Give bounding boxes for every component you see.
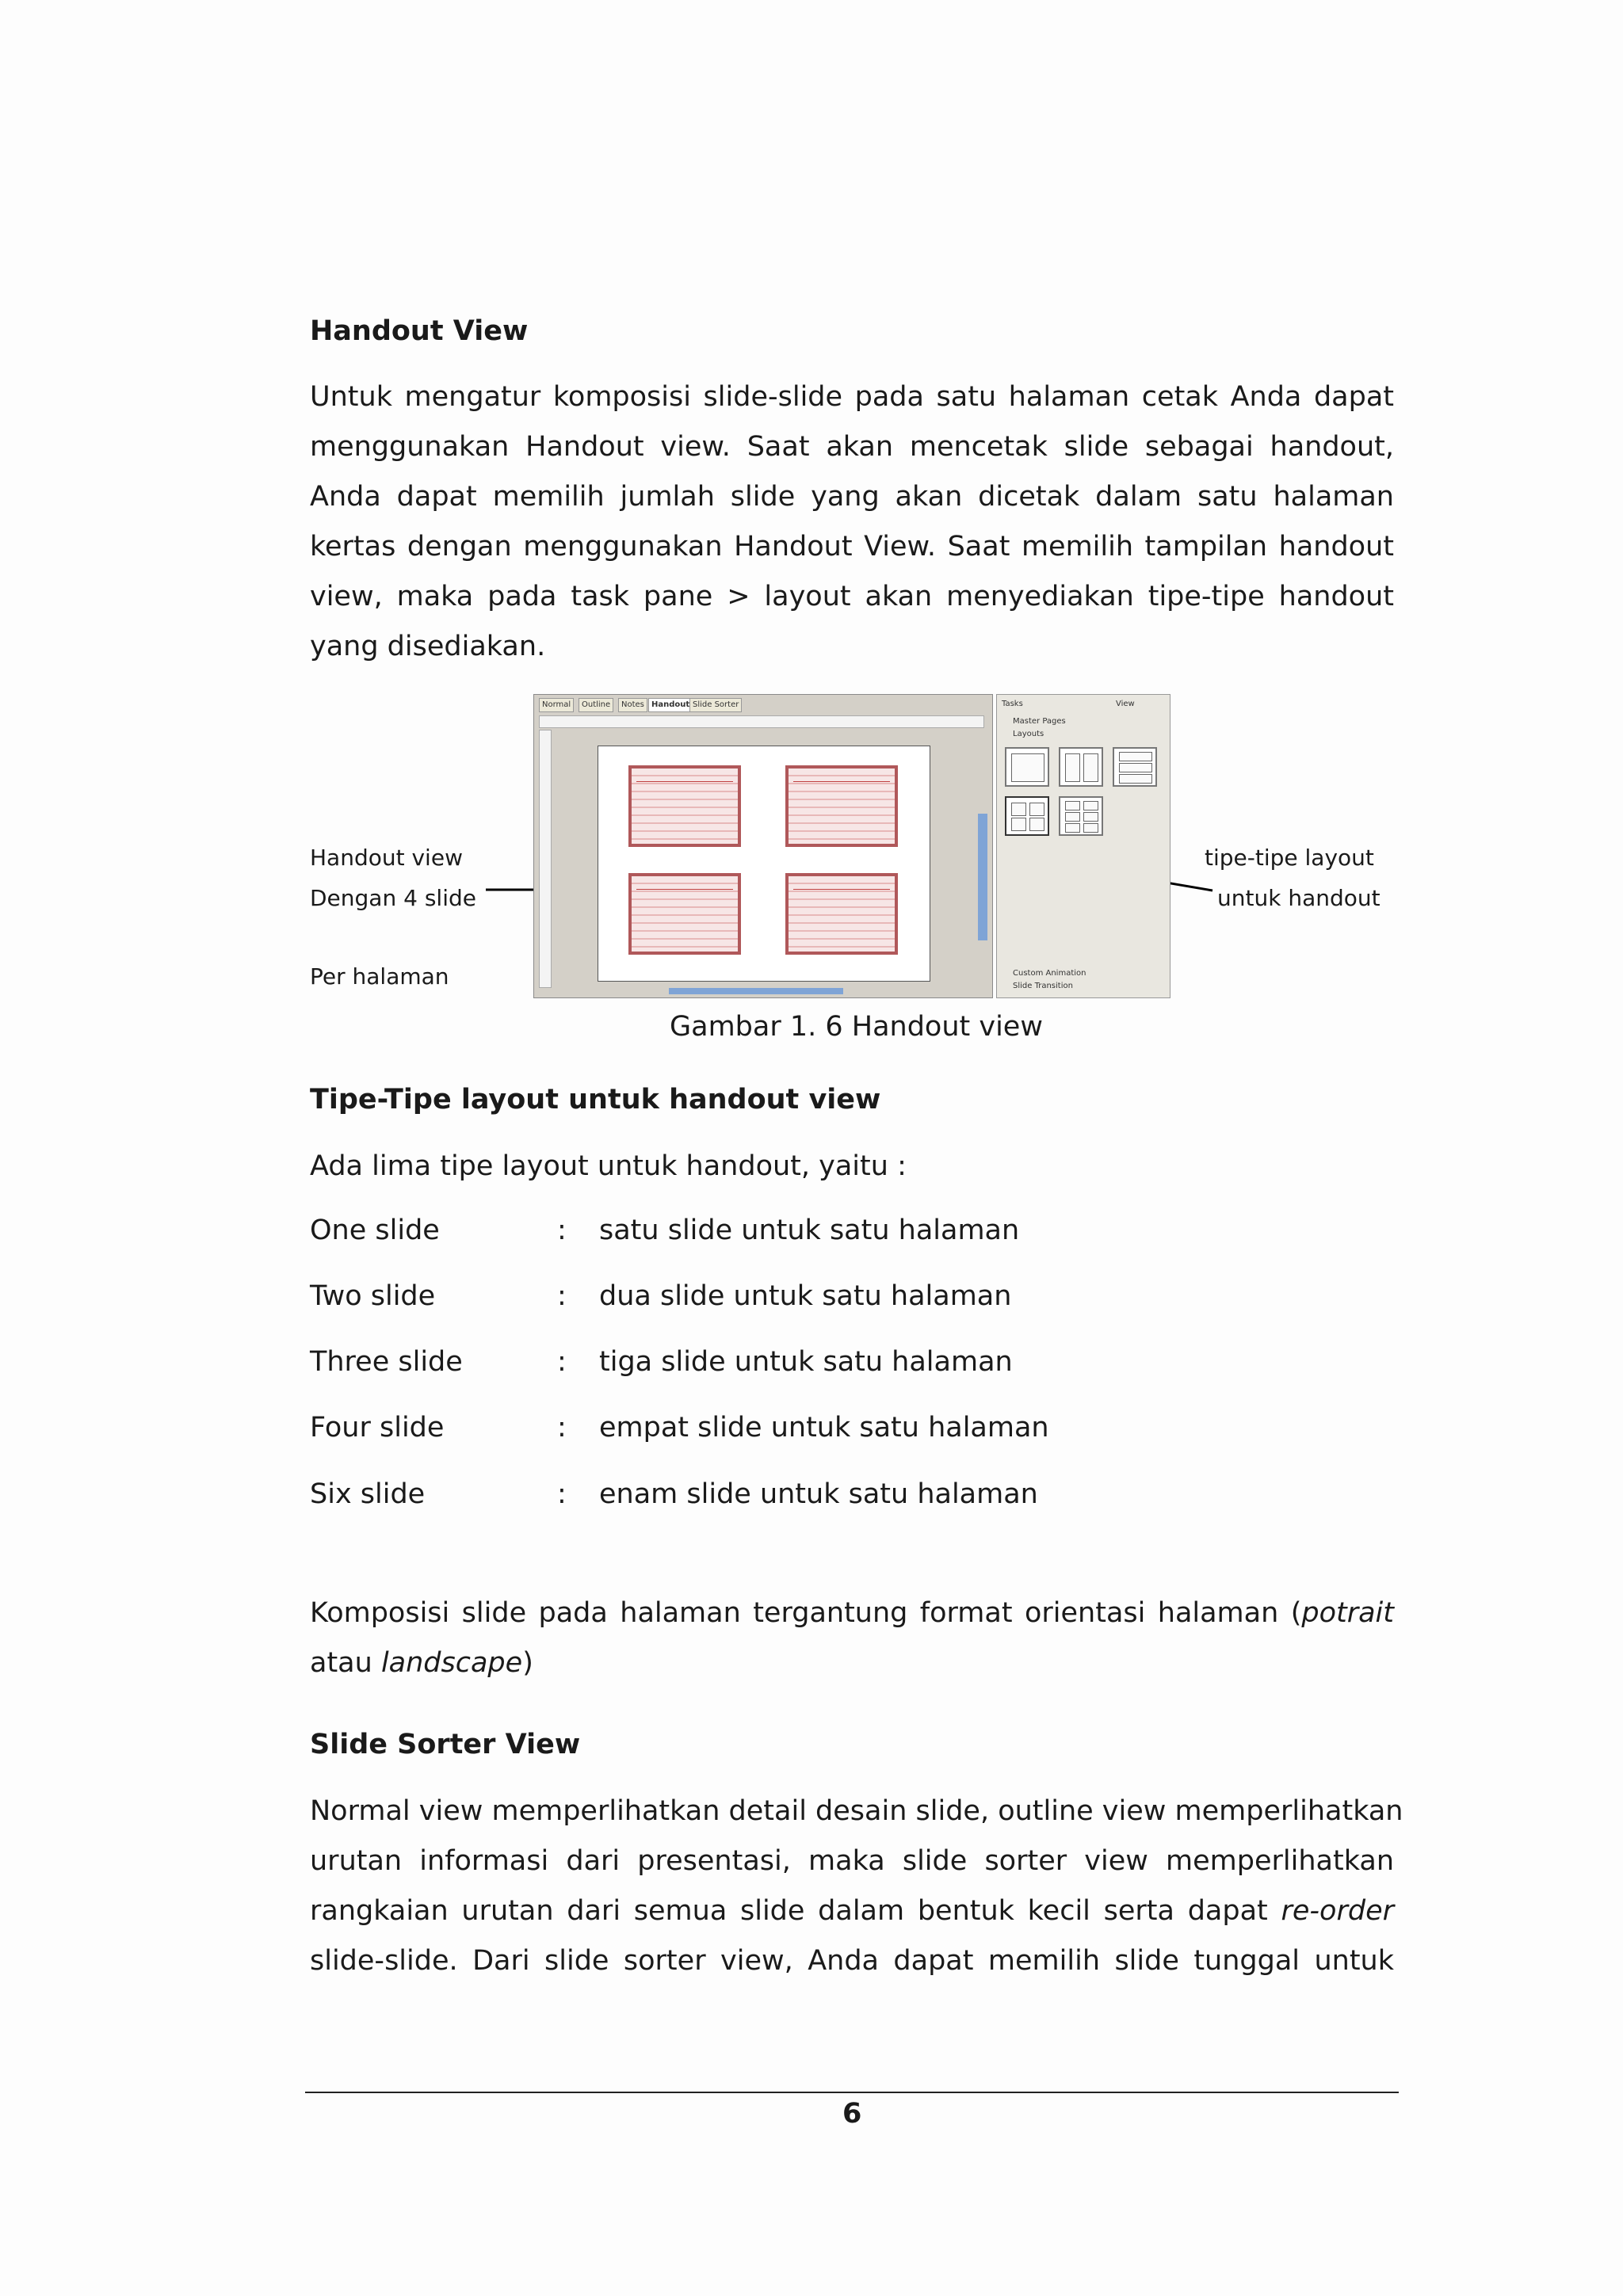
- task-pane: [996, 694, 1170, 998]
- handout-slide-thumbnail: [785, 873, 898, 955]
- layout-type-colon: :: [557, 1346, 567, 1378]
- paragraph-line: Anda dapat memilih jumlah slide yang akan dicetak dalam satu halaman: [310, 481, 1394, 513]
- paragraph-line: Untuk mengatur komposisi slide-slide pada satu halaman cetak Anda dapat: [310, 381, 1394, 413]
- paragraph-line: urutan informasi dari presentasi, maka slide sorter view memperlihatkan: [310, 1845, 1394, 1877]
- task-pane-title: Tasks: [1002, 700, 1023, 708]
- layout-type-desc: empat slide untuk satu halaman: [599, 1412, 1049, 1444]
- figure-label-right: untuk handout: [1217, 885, 1381, 911]
- layout-type-desc: enam slide untuk satu halaman: [599, 1478, 1038, 1510]
- layout-type-colon: :: [557, 1215, 567, 1246]
- layout-type-name: Three slide: [310, 1346, 463, 1378]
- tab-notes[interactable]: Notes: [618, 698, 647, 712]
- heading-layout-types: Tipe-Tipe layout untuk handout view: [310, 1084, 881, 1116]
- task-section-slide-transition[interactable]: Slide Transition: [1013, 982, 1073, 990]
- layout-one-slide[interactable]: [1005, 747, 1049, 787]
- orientation-note-line: Komposisi slide pada halaman tergantung format orientasi halaman (potrait: [310, 1597, 1394, 1629]
- layout-type-name: Two slide: [310, 1280, 436, 1312]
- layout-type-desc: satu slide untuk satu halaman: [599, 1215, 1020, 1246]
- figure-label-left: Handout view: [310, 845, 463, 871]
- layout-type-colon: :: [557, 1412, 567, 1444]
- layout-type-name: One slide: [310, 1215, 440, 1246]
- tab-slide-sorter[interactable]: Slide Sorter: [689, 698, 742, 712]
- figure-label-right: tipe-tipe layout: [1205, 845, 1374, 871]
- tab-normal[interactable]: Normal: [539, 698, 574, 712]
- paragraph-line: menggunakan Handout view. Saat akan mencetak slide sebagai handout,: [310, 431, 1394, 463]
- vertical-scrollbar[interactable]: [978, 814, 987, 940]
- paragraph-line: view, maka pada task pane > layout akan menyediakan tipe-tipe handout: [310, 581, 1394, 612]
- heading-handout-view: Handout View: [310, 315, 529, 347]
- handout-slide-thumbnail: [628, 765, 741, 847]
- layout-type-desc: tiga slide untuk satu halaman: [599, 1346, 1013, 1378]
- handout-slide-thumbnail: [785, 765, 898, 847]
- layout-six-slide[interactable]: [1059, 796, 1103, 836]
- figure-label-left: Dengan 4 slide: [310, 885, 476, 911]
- tab-handout[interactable]: Handout: [648, 698, 693, 712]
- handout-view-screenshot: [533, 694, 1170, 998]
- layout-three-slide[interactable]: [1113, 747, 1157, 787]
- layout-type-name: Six slide: [310, 1478, 426, 1510]
- task-section-layouts[interactable]: Layouts: [1013, 730, 1044, 738]
- layout-intro: Ada lima tipe layout untuk handout, yaitu :: [310, 1150, 907, 1182]
- orientation-note-line: atau landscape): [310, 1647, 533, 1679]
- horizontal-ruler: [539, 715, 984, 728]
- tab-outline[interactable]: Outline: [579, 698, 613, 712]
- layout-type-desc: dua slide untuk satu halaman: [599, 1280, 1012, 1312]
- paragraph-line: rangkaian urutan dari semua slide dalam bentuk kecil serta dapat re-order: [310, 1895, 1394, 1927]
- footer-rule: [305, 2092, 1399, 2093]
- task-section-custom-animation[interactable]: Custom Animation: [1013, 969, 1086, 978]
- paragraph-line: Normal view memperlihatkan detail desain slide, outline view memperlihatkan: [310, 1795, 1403, 1827]
- paragraph-line: slide-slide. Dari slide sorter view, Anda dapat memilih slide tunggal untuk: [310, 1945, 1394, 1977]
- heading-slide-sorter-view: Slide Sorter View: [310, 1729, 581, 1760]
- layout-type-name: Four slide: [310, 1412, 445, 1444]
- app-main-area: [533, 694, 993, 998]
- page-number: 6: [842, 2098, 862, 2130]
- layout-four-slide[interactable]: [1005, 796, 1049, 836]
- layout-two-slide[interactable]: [1059, 747, 1103, 787]
- task-pane-view-menu[interactable]: View: [1116, 700, 1135, 708]
- figure-label-left: Per halaman: [310, 963, 449, 990]
- vertical-ruler: [539, 730, 552, 988]
- paragraph-line: yang disediakan.: [310, 631, 546, 662]
- layout-type-colon: :: [557, 1280, 567, 1312]
- figure-caption: Gambar 1. 6 Handout view: [670, 1011, 1043, 1043]
- horizontal-scrollbar[interactable]: [669, 988, 843, 994]
- task-section-master-pages[interactable]: Master Pages: [1013, 717, 1066, 726]
- handout-page: [598, 746, 930, 982]
- paragraph-line: kertas dengan menggunakan Handout View. Saat memilih tampilan handout: [310, 531, 1394, 563]
- handout-slide-thumbnail: [628, 873, 741, 955]
- layout-type-colon: :: [557, 1478, 567, 1510]
